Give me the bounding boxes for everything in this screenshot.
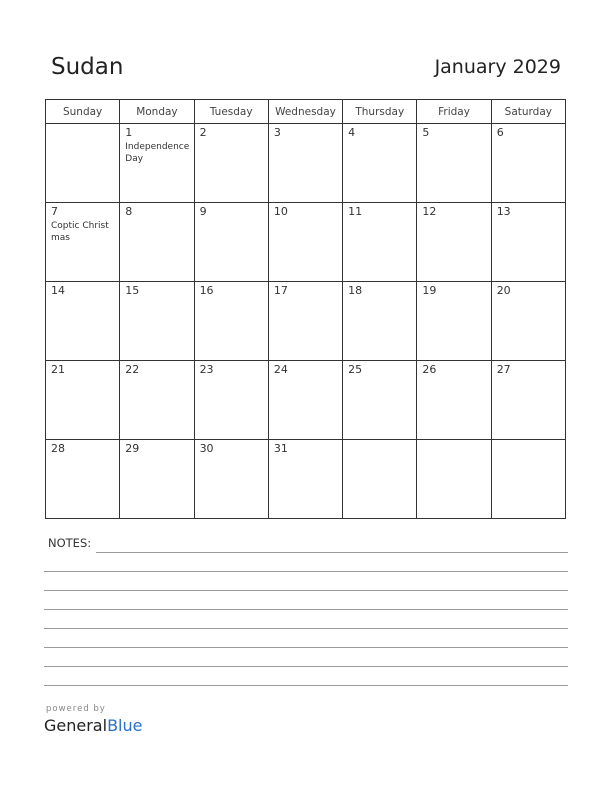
week-row — [46, 282, 566, 361]
day-cell — [343, 124, 417, 203]
day-cell — [268, 203, 342, 282]
day-number: 1 — [125, 126, 133, 139]
notes-line — [44, 609, 568, 610]
day-cell — [120, 203, 194, 282]
day-number: 30 — [199, 442, 214, 455]
day-number: 9 — [199, 205, 207, 218]
day-number: 6 — [496, 126, 504, 139]
day-cell — [194, 361, 268, 440]
day-cell — [491, 440, 565, 519]
notes-line — [44, 647, 568, 648]
day-cell — [417, 440, 491, 519]
day-number: 21 — [51, 363, 65, 376]
day-number: 15 — [125, 284, 140, 297]
day-cell — [46, 440, 120, 519]
day-cell — [194, 124, 268, 203]
weekday-saturday: Saturday — [491, 100, 565, 124]
generalblue-logo — [44, 716, 142, 735]
day-cell — [46, 361, 120, 440]
day-cell — [120, 440, 194, 519]
day-cell — [343, 203, 417, 282]
day-cell — [491, 203, 565, 282]
country-title: Sudan — [51, 54, 124, 80]
day-cell — [491, 124, 565, 203]
day-number: 13 — [496, 205, 511, 218]
day-cell — [120, 282, 194, 361]
day-cell — [194, 282, 268, 361]
notes-label: NOTES: — [48, 536, 92, 550]
brand-blue: Blue — [107, 716, 143, 735]
day-number: 3 — [273, 126, 281, 139]
weekday-header-row — [46, 100, 566, 124]
day-cell — [343, 361, 417, 440]
week-row — [46, 203, 566, 282]
day-number: 27 — [496, 363, 511, 376]
day-number: 8 — [125, 205, 133, 218]
day-number: 29 — [125, 442, 140, 455]
week-row — [46, 361, 566, 440]
weekday-thursday: Thursday — [343, 100, 417, 124]
day-number: 20 — [496, 284, 511, 297]
notes-line — [44, 685, 568, 686]
brand-general: General — [44, 716, 108, 735]
day-number: 24 — [273, 363, 288, 376]
day-cell — [417, 361, 491, 440]
day-number: 2 — [199, 126, 207, 139]
day-number: 11 — [348, 205, 363, 218]
day-number: 22 — [125, 363, 140, 376]
week-row — [46, 440, 566, 519]
day-cell — [343, 282, 417, 361]
day-number: 26 — [422, 363, 437, 376]
day-cell — [343, 440, 417, 519]
holiday-label: Independence Day — [125, 142, 190, 164]
day-cell — [268, 124, 342, 203]
day-number: 7 — [51, 205, 58, 218]
weekday-tuesday: Tuesday — [194, 100, 268, 124]
day-cell — [120, 361, 194, 440]
day-cell — [491, 361, 565, 440]
day-cell — [268, 361, 342, 440]
week-row — [46, 124, 566, 203]
day-number: 16 — [199, 284, 214, 297]
day-cell — [120, 124, 194, 203]
day-number: 18 — [348, 284, 363, 297]
day-cell — [194, 203, 268, 282]
notes-line — [44, 571, 568, 572]
day-number: 10 — [273, 205, 288, 218]
day-cell — [491, 282, 565, 361]
day-cell — [417, 282, 491, 361]
day-number: 14 — [51, 284, 65, 297]
day-number: 5 — [422, 126, 430, 139]
day-cell — [46, 282, 120, 361]
day-number: 28 — [51, 442, 65, 455]
weekday-sunday: Sunday — [46, 100, 120, 124]
day-number: 19 — [422, 284, 437, 297]
weekday-wednesday: Wednesday — [268, 100, 342, 124]
notes-line — [96, 552, 568, 553]
notes-line — [44, 666, 568, 667]
weekday-monday: Monday — [120, 100, 194, 124]
day-number: 17 — [273, 284, 288, 297]
calendar-grid — [45, 99, 566, 519]
notes-line — [44, 628, 568, 629]
weekday-friday: Friday — [417, 100, 491, 124]
day-number: 25 — [348, 363, 363, 376]
day-cell — [194, 440, 268, 519]
day-cell — [417, 203, 491, 282]
day-number: 23 — [199, 363, 214, 376]
day-number: 12 — [422, 205, 437, 218]
day-cell — [268, 282, 342, 361]
month-year-title: January 2029 — [434, 56, 561, 78]
day-cell — [46, 203, 120, 282]
day-cell — [268, 440, 342, 519]
day-number: 4 — [348, 126, 356, 139]
holiday-label: Coptic Christmas — [51, 221, 109, 243]
day-number: 31 — [273, 442, 288, 455]
notes-line — [44, 590, 568, 591]
day-cell — [46, 124, 120, 203]
powered-by-text: powered by — [46, 704, 106, 714]
day-cell — [417, 124, 491, 203]
